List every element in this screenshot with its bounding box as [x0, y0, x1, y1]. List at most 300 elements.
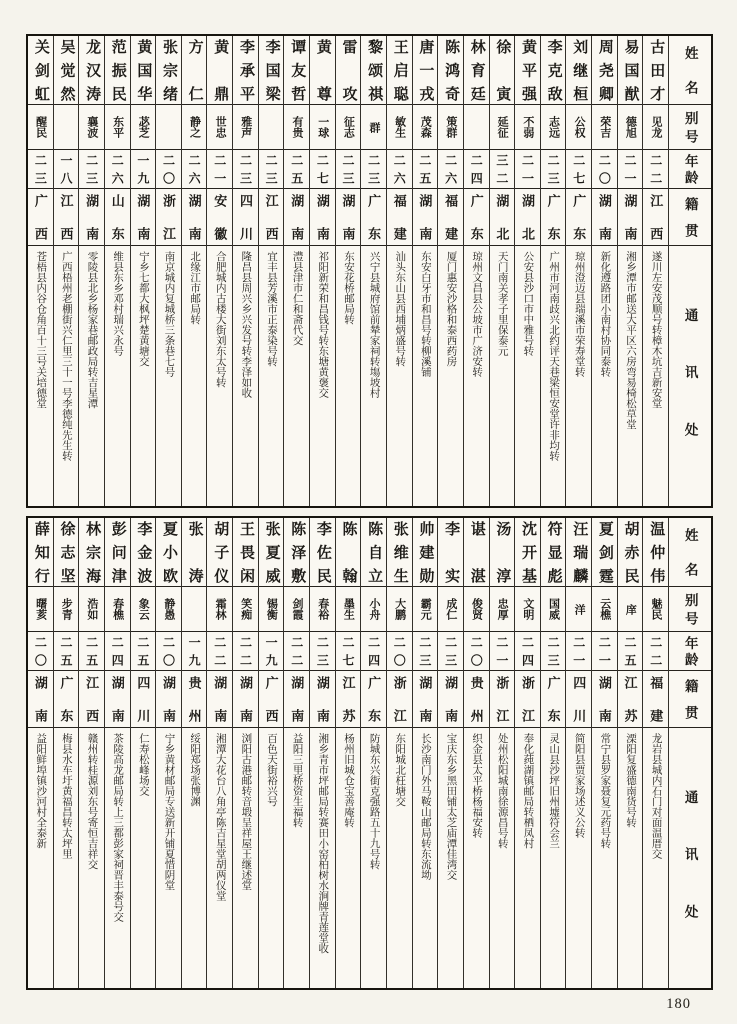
address-cell	[592, 728, 617, 988]
person-native: 湖南	[109, 676, 125, 722]
name-cell	[541, 518, 566, 587]
person-name: 李实	[443, 521, 460, 583]
person-alias: 荣吉	[598, 116, 611, 138]
person-name: 唐一戎	[417, 39, 434, 101]
person-age: 二七	[315, 154, 330, 184]
person-name: 刘继桓	[571, 39, 588, 101]
person-column	[514, 36, 540, 506]
person-alias: 雅声	[239, 116, 252, 138]
alias-cell	[131, 587, 156, 632]
person-column	[437, 36, 463, 506]
alias-cell	[643, 587, 668, 632]
person-address: 东安花桥邮局转	[342, 251, 354, 325]
alias-cell	[54, 105, 79, 150]
person-age: 二三	[546, 154, 561, 184]
person-name: 谭友哲	[289, 39, 306, 101]
person-column	[642, 518, 668, 988]
native-cell	[156, 671, 181, 728]
name-cell	[566, 518, 591, 587]
address-cell	[515, 728, 540, 988]
person-native: 浙江	[161, 194, 177, 240]
native-cell	[156, 189, 181, 246]
age-cell	[413, 632, 438, 671]
person-column	[335, 518, 361, 988]
address-cell	[387, 728, 412, 988]
person-column	[540, 36, 566, 506]
person-address: 汕头东山县西埔炳盛号转	[394, 251, 406, 367]
name-cell	[361, 36, 386, 105]
person-name: 谌湛	[468, 521, 485, 583]
person-age: 二〇	[469, 636, 484, 666]
person-native: 福建	[391, 194, 407, 240]
address-cell	[490, 246, 515, 506]
header-address-cell	[669, 728, 711, 988]
address-cell	[643, 246, 668, 506]
native-cell	[284, 189, 309, 246]
age-cell	[464, 632, 489, 671]
age-cell	[207, 150, 232, 189]
name-cell	[643, 36, 668, 105]
person-age: 二六	[392, 154, 407, 184]
person-column	[565, 518, 591, 988]
alias-cell	[259, 587, 284, 632]
native-cell	[105, 671, 130, 728]
person-name: 周尧卿	[596, 39, 613, 101]
person-alias: 一球	[316, 116, 329, 138]
directory-table-bottom	[26, 516, 713, 990]
person-column	[591, 36, 617, 506]
alias-cell	[592, 105, 617, 150]
alias-cell	[361, 105, 386, 150]
person-alias: 世忠	[214, 116, 227, 138]
alias-cell	[566, 105, 591, 150]
person-age: 二三	[366, 154, 381, 184]
header-name-cell	[669, 36, 711, 105]
person-name: 雷攻	[340, 39, 357, 101]
age-cell	[207, 632, 232, 671]
age-cell	[54, 632, 79, 671]
address-cell	[28, 246, 53, 506]
person-native: 广东	[468, 194, 484, 240]
person-address: 苍梧县内谷仓角百十三号关培德堂	[35, 251, 47, 409]
person-alias: 墨生	[342, 598, 355, 620]
person-native: 广西	[32, 194, 48, 240]
person-address: 南京城内复城桥三条巷七号	[163, 251, 175, 377]
person-address: 维县东乡邓村瑞兴永号	[112, 251, 124, 356]
person-address: 宁乡七都大枫坪楚黄塘交	[137, 251, 149, 367]
person-native: 湖南	[314, 194, 330, 240]
header-address-cell	[669, 246, 711, 506]
person-address: 东阳城北枉塘交	[394, 733, 406, 807]
person-name: 林育廷	[468, 39, 485, 101]
person-column	[181, 36, 207, 506]
age-cell	[490, 150, 515, 189]
person-name: 符显彪	[545, 521, 562, 583]
native-cell	[515, 189, 540, 246]
person-name: 张夏威	[263, 521, 280, 583]
age-cell	[182, 150, 207, 189]
address-cell	[79, 246, 104, 506]
person-alias: 象云	[137, 598, 150, 620]
person-age: 一九	[187, 636, 202, 666]
person-age: 二〇	[161, 636, 176, 666]
person-alias: 霸元	[419, 598, 432, 620]
alias-cell	[464, 587, 489, 632]
person-name: 夏剑霆	[596, 521, 613, 583]
person-address: 茶陵高龙邮局转上三都彭家祠晋丰泰号交	[112, 733, 124, 922]
person-address: 琼州文昌县公坡市广济安转	[471, 251, 483, 377]
person-address: 澧县津市仁和斋代交	[291, 251, 303, 346]
native-cell	[131, 189, 156, 246]
person-column	[309, 518, 335, 988]
person-column	[386, 36, 412, 506]
person-age: 二一	[212, 154, 227, 184]
person-native: 四川	[237, 194, 253, 240]
native-cell	[643, 189, 668, 246]
alias-cell	[413, 105, 438, 150]
address-cell	[284, 728, 309, 988]
header-alias-cell	[669, 105, 711, 150]
person-name: 关剑虹	[32, 39, 49, 101]
age-cell	[182, 632, 207, 671]
person-column	[335, 36, 361, 506]
person-column	[540, 518, 566, 988]
person-alias: 策群	[444, 116, 457, 138]
person-native: 浙江	[519, 676, 535, 722]
alias-cell	[233, 105, 258, 150]
alias-cell	[490, 587, 515, 632]
age-cell	[618, 150, 643, 189]
person-name: 王启聪	[391, 39, 408, 101]
person-native: 湖南	[417, 676, 433, 722]
age-cell	[259, 632, 284, 671]
native-cell	[336, 189, 361, 246]
person-column	[130, 36, 156, 506]
person-age: 二一	[494, 636, 509, 666]
native-cell	[464, 189, 489, 246]
age-cell	[79, 632, 104, 671]
person-native: 广东	[571, 194, 587, 240]
person-native: 湖南	[237, 676, 253, 722]
name-cell	[105, 518, 130, 587]
header-address-label: 通讯处	[682, 790, 698, 918]
native-cell	[284, 671, 309, 728]
alias-cell	[28, 587, 53, 632]
alias-cell	[182, 105, 207, 150]
name-cell	[566, 36, 591, 105]
age-cell	[131, 632, 156, 671]
address-cell	[105, 728, 130, 988]
age-cell	[515, 150, 540, 189]
person-address: 长沙南门外马鞍山邮局转东流坳	[419, 733, 431, 880]
person-age: 二五	[58, 636, 73, 666]
age-cell	[156, 632, 181, 671]
address-cell	[156, 728, 181, 988]
person-name: 方仁	[186, 39, 203, 101]
person-age: 二三	[341, 154, 355, 184]
header-name-cell	[669, 518, 711, 587]
age-cell	[592, 632, 617, 671]
person-native: 广东	[545, 194, 561, 240]
age-cell	[541, 150, 566, 189]
name-cell	[643, 518, 668, 587]
person-address: 龙岩县城内石门对面温厝交	[650, 733, 662, 859]
person-address: 织金县太平桥杨福安转	[471, 733, 483, 838]
name-cell	[233, 36, 258, 105]
header-age-label: 年龄	[682, 154, 698, 184]
person-alias: 成仁	[444, 598, 457, 620]
alias-cell	[438, 587, 463, 632]
person-alias: 魅民	[650, 598, 663, 620]
person-alias: 志远	[547, 116, 560, 138]
alias-cell	[310, 105, 335, 150]
person-native: 四川	[135, 676, 151, 722]
person-alias: 云樵	[598, 598, 611, 620]
person-name: 夏小欧	[161, 521, 178, 583]
alias-cell	[233, 587, 258, 632]
header-name-label: 姓名	[682, 46, 698, 94]
age-cell	[541, 632, 566, 671]
native-cell	[566, 189, 591, 246]
person-name: 黄平强	[519, 39, 536, 101]
age-cell	[464, 150, 489, 189]
person-column	[53, 36, 79, 506]
person-name: 汤淳	[494, 521, 511, 583]
native-cell	[592, 671, 617, 728]
person-column	[489, 36, 515, 506]
person-column	[386, 518, 412, 988]
alias-cell	[618, 587, 643, 632]
person-age: 二四	[469, 154, 484, 184]
age-cell	[233, 632, 258, 671]
address-cell	[336, 728, 361, 988]
person-native: 江西	[263, 194, 279, 240]
person-address: 宜丰县芳溪市正泰染号转	[266, 251, 278, 367]
person-name: 胡赤民	[622, 521, 639, 583]
name-cell	[361, 518, 386, 587]
person-age: 二五	[623, 636, 638, 666]
person-name: 范振民	[109, 39, 126, 101]
header-native-cell	[669, 671, 711, 728]
age-cell	[28, 632, 53, 671]
name-cell	[490, 518, 515, 587]
name-cell	[131, 36, 156, 105]
person-alias: 静之	[188, 116, 201, 138]
person-native: 浙江	[494, 676, 510, 722]
address-cell	[259, 246, 284, 506]
native-cell	[438, 189, 463, 246]
person-native: 湖南	[289, 676, 305, 722]
name-cell	[156, 36, 181, 105]
person-address: 合肥城内古楼大街刘东太号转	[214, 251, 226, 388]
person-age: 二三	[417, 636, 432, 666]
name-cell	[182, 36, 207, 105]
person-column	[309, 36, 335, 506]
person-address: 防城东兴街克强路五十九号转	[368, 733, 380, 870]
person-column	[155, 518, 181, 988]
person-name: 陈鸿奇	[443, 39, 460, 101]
person-name: 胡子仪	[212, 521, 229, 583]
native-cell	[541, 189, 566, 246]
alias-cell	[566, 587, 591, 632]
person-age: 二七	[341, 636, 355, 666]
person-name: 薛知行	[32, 521, 49, 583]
person-native: 广西	[263, 676, 279, 722]
person-alias: 曙荄	[34, 598, 47, 620]
page-number: 180	[666, 996, 691, 1012]
person-native: 湖南	[596, 676, 612, 722]
person-name: 李承平	[237, 39, 254, 101]
alias-cell	[79, 105, 104, 150]
person-column	[642, 36, 668, 506]
person-column	[232, 36, 258, 506]
person-age: 二三	[33, 154, 48, 184]
address-cell	[105, 246, 130, 506]
native-cell	[566, 671, 591, 728]
alias-cell	[79, 587, 104, 632]
address-cell	[464, 246, 489, 506]
person-alias: 剑霞	[291, 598, 304, 620]
person-age: 一八	[58, 154, 73, 184]
address-cell	[182, 728, 207, 988]
person-name: 黄鼎	[212, 39, 229, 101]
native-cell	[413, 189, 438, 246]
person-native: 江苏	[622, 676, 638, 722]
person-column	[412, 36, 438, 506]
header-age-cell	[669, 632, 711, 671]
person-alias: 步青	[60, 598, 73, 620]
name-cell	[336, 518, 361, 587]
address-cell	[438, 728, 463, 988]
person-name: 沈开基	[519, 521, 536, 583]
native-cell	[207, 189, 232, 246]
person-alias: 东平	[111, 116, 124, 138]
person-address: 湘乡潭市邮送大平区六房弯易椅松草堂	[624, 251, 636, 430]
name-cell	[310, 518, 335, 587]
person-age: 二二	[648, 154, 663, 184]
name-cell	[464, 36, 489, 105]
address-cell	[207, 246, 232, 506]
age-cell	[310, 632, 335, 671]
person-age: 二五	[84, 636, 99, 666]
address-cell	[438, 246, 463, 506]
age-cell	[336, 150, 361, 189]
header-alias-label: 别号	[682, 111, 698, 143]
person-native: 江西	[84, 676, 100, 722]
person-address: 祁阳新荣和昌钱号转东塘黄褒交	[317, 251, 329, 398]
name-cell	[259, 36, 284, 105]
address-cell	[233, 246, 258, 506]
name-cell	[413, 518, 438, 587]
person-alias: 敏生	[393, 116, 406, 138]
person-column	[232, 518, 258, 988]
person-age: 二一	[520, 154, 535, 184]
alias-cell	[156, 587, 181, 632]
native-cell	[361, 671, 386, 728]
address-cell	[618, 246, 643, 506]
person-address: 广州市河南歧兴北约评天巷梁恒安堂许非均转	[548, 251, 560, 461]
age-cell	[566, 150, 591, 189]
person-name: 张宗绪	[161, 39, 178, 101]
address-cell	[28, 728, 53, 988]
age-cell	[413, 150, 438, 189]
native-cell	[515, 671, 540, 728]
name-cell	[28, 36, 53, 105]
person-age: 二六	[110, 154, 125, 184]
person-age: 二二	[648, 636, 663, 666]
person-address: 奉化莼湖镇邮局转栖凤村	[522, 733, 534, 849]
person-age: 二六	[187, 154, 202, 184]
person-address: 宁乡黄材邮局专送新开铺夏惜阴堂	[163, 733, 175, 891]
name-cell	[79, 36, 104, 105]
person-column	[206, 518, 232, 988]
person-alias: 俊贤	[470, 598, 483, 620]
person-address: 厦门惠安沙格和泰西药房	[445, 251, 457, 367]
person-column	[463, 36, 489, 506]
person-age: 二四	[110, 636, 125, 666]
person-column	[104, 518, 130, 988]
person-age: 二三	[546, 636, 561, 666]
native-cell	[310, 189, 335, 246]
alias-cell	[336, 587, 361, 632]
address-cell	[54, 728, 79, 988]
person-column	[489, 518, 515, 988]
person-address: 零陵县北乡杨家巷邮政局转吉星潭	[86, 251, 98, 409]
native-cell	[28, 671, 53, 728]
person-address: 简阳县贾家场述义公转	[573, 733, 585, 838]
person-address: 湘潭大花台八角亭陈吉星堂胡两仪堂	[214, 733, 226, 901]
person-name: 陈自立	[366, 521, 383, 583]
address-cell	[156, 246, 181, 506]
person-native: 江西	[58, 194, 74, 240]
alias-cell	[464, 105, 489, 150]
name-cell	[438, 36, 463, 105]
person-name: 王畏闲	[237, 521, 254, 583]
age-cell	[310, 150, 335, 189]
person-native: 湖南	[340, 194, 356, 240]
age-cell	[105, 632, 130, 671]
person-native: 湖南	[186, 194, 202, 240]
person-column	[283, 518, 309, 988]
person-alias: 群	[367, 121, 380, 133]
native-cell	[438, 671, 463, 728]
row-label-column	[668, 518, 711, 988]
person-column	[360, 36, 386, 506]
age-cell	[233, 150, 258, 189]
age-cell	[105, 150, 130, 189]
name-cell	[541, 36, 566, 105]
name-cell	[387, 518, 412, 587]
alias-cell	[54, 587, 79, 632]
person-native: 湖北	[519, 194, 535, 240]
person-column	[437, 518, 463, 988]
person-name: 吴觉然	[58, 39, 75, 101]
person-native: 湖南	[135, 194, 151, 240]
person-alias: 醒民	[34, 116, 47, 138]
address-cell	[592, 246, 617, 506]
alias-cell	[207, 105, 232, 150]
name-cell	[156, 518, 181, 587]
alias-cell	[131, 105, 156, 150]
name-cell	[28, 518, 53, 587]
name-cell	[182, 518, 207, 587]
person-native: 湖南	[443, 676, 459, 722]
address-cell	[413, 728, 438, 988]
person-alias: 征志	[342, 116, 355, 138]
person-name: 黄尊	[314, 39, 331, 101]
alias-cell	[413, 587, 438, 632]
person-native: 福建	[443, 194, 459, 240]
